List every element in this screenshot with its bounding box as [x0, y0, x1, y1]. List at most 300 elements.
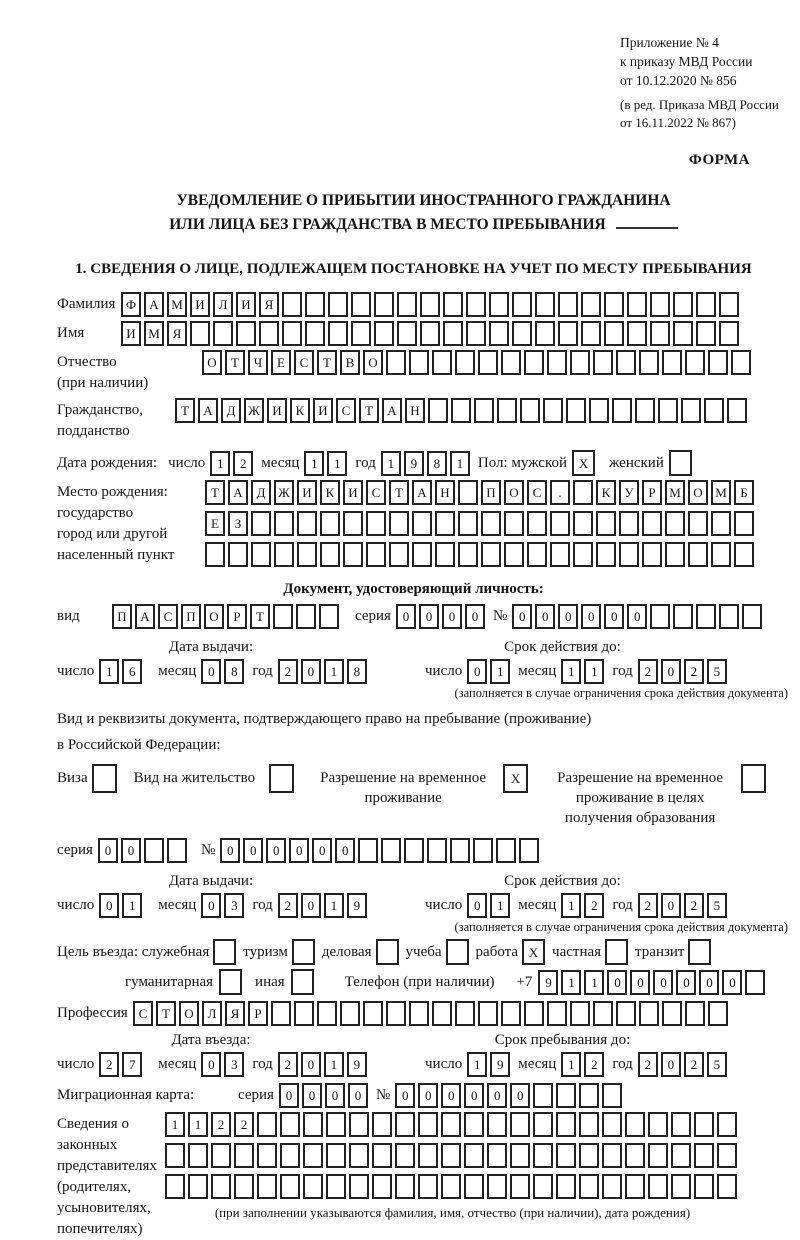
char-box[interactable]	[625, 1112, 645, 1137]
char-box[interactable]: Л	[213, 292, 233, 317]
char-box[interactable]	[271, 1001, 291, 1026]
char-box[interactable]: Ч	[248, 350, 268, 375]
char-box[interactable]	[627, 292, 647, 317]
char-box[interactable]: Ж	[274, 480, 294, 505]
char-box[interactable]	[596, 511, 616, 536]
char-box[interactable]	[282, 292, 302, 317]
char-box[interactable]: 9	[347, 893, 367, 918]
char-box[interactable]	[366, 542, 386, 567]
checkbox[interactable]	[669, 450, 692, 476]
char-box[interactable]: 0	[335, 838, 355, 863]
char-box[interactable]: Р	[248, 1001, 268, 1026]
char-box[interactable]: 1	[584, 659, 604, 684]
char-box[interactable]	[604, 321, 624, 346]
char-box[interactable]: В	[340, 350, 360, 375]
char-box[interactable]: 0	[243, 838, 263, 863]
char-box[interactable]: 0	[201, 1052, 221, 1077]
checkbox[interactable]	[219, 969, 242, 995]
char-box[interactable]: 0	[535, 604, 555, 629]
char-box[interactable]	[501, 1001, 521, 1026]
char-box[interactable]: 1	[122, 893, 142, 918]
char-box[interactable]	[602, 1083, 622, 1108]
char-box[interactable]	[527, 511, 547, 536]
char-box[interactable]	[326, 1143, 346, 1168]
checkbox[interactable]	[741, 764, 766, 793]
char-box[interactable]	[619, 542, 639, 567]
char-box[interactable]: 2	[211, 1112, 231, 1137]
char-box[interactable]	[627, 321, 647, 346]
char-box[interactable]	[612, 398, 632, 423]
char-box[interactable]: 2	[684, 659, 704, 684]
checkbox[interactable]: X	[503, 764, 528, 793]
char-box[interactable]: 0	[581, 604, 601, 629]
char-box[interactable]	[673, 604, 693, 629]
char-box[interactable]	[478, 350, 498, 375]
char-box[interactable]	[512, 321, 532, 346]
char-box[interactable]	[504, 542, 524, 567]
char-box[interactable]	[665, 511, 685, 536]
char-box[interactable]	[570, 1001, 590, 1026]
char-box[interactable]	[681, 398, 701, 423]
checkbox[interactable]	[213, 939, 236, 965]
char-box[interactable]: 0	[627, 604, 647, 629]
char-box[interactable]: 2	[278, 1052, 298, 1077]
char-box[interactable]	[412, 511, 432, 536]
char-box[interactable]: Н	[435, 480, 455, 505]
char-box[interactable]: А	[412, 480, 432, 505]
char-box[interactable]: 0	[201, 893, 221, 918]
char-box[interactable]: 0	[302, 1083, 322, 1108]
char-box[interactable]: 1	[165, 1112, 185, 1137]
char-box[interactable]: И	[236, 292, 256, 317]
char-box[interactable]: 0	[98, 838, 118, 863]
char-box[interactable]	[257, 1174, 277, 1199]
char-box[interactable]	[366, 511, 386, 536]
char-box[interactable]: К	[290, 398, 310, 423]
checkbox[interactable]	[376, 939, 399, 965]
char-box[interactable]	[550, 542, 570, 567]
char-box[interactable]: 2	[278, 659, 298, 684]
char-box[interactable]	[504, 511, 524, 536]
checkbox[interactable]	[292, 939, 315, 965]
char-box[interactable]: К	[596, 480, 616, 505]
char-box[interactable]: Я	[259, 292, 279, 317]
char-box[interactable]	[326, 1112, 346, 1137]
char-box[interactable]	[573, 511, 593, 536]
char-box[interactable]	[510, 1143, 530, 1168]
char-box[interactable]: О	[363, 350, 383, 375]
char-box[interactable]	[257, 1112, 277, 1137]
char-box[interactable]	[639, 1001, 659, 1026]
char-box[interactable]	[450, 838, 470, 863]
char-box[interactable]: 1	[304, 451, 324, 476]
char-box[interactable]	[351, 292, 371, 317]
char-box[interactable]	[412, 542, 432, 567]
checkbox[interactable]: X	[572, 450, 595, 476]
checkbox[interactable]	[688, 939, 711, 965]
char-box[interactable]	[441, 1112, 461, 1137]
char-box[interactable]: 0	[301, 1052, 321, 1077]
char-box[interactable]	[464, 1143, 484, 1168]
char-box[interactable]: 0	[301, 659, 321, 684]
char-box[interactable]	[639, 350, 659, 375]
char-box[interactable]: 0	[201, 659, 221, 684]
char-box[interactable]	[351, 321, 371, 346]
char-box[interactable]: А	[144, 292, 164, 317]
char-box[interactable]: 2	[584, 893, 604, 918]
char-box[interactable]	[144, 838, 164, 863]
char-box[interactable]: 6	[122, 659, 142, 684]
char-box[interactable]: О	[688, 480, 708, 505]
char-box[interactable]	[349, 1112, 369, 1137]
char-box[interactable]	[673, 321, 693, 346]
char-box[interactable]: Т	[359, 398, 379, 423]
char-box[interactable]: 0	[279, 1083, 299, 1108]
char-box[interactable]: 0	[418, 1083, 438, 1108]
checkbox[interactable]	[605, 939, 628, 965]
char-box[interactable]	[481, 511, 501, 536]
char-box[interactable]: 0	[289, 838, 309, 863]
char-box[interactable]: 2	[234, 1112, 254, 1137]
char-box[interactable]	[696, 321, 716, 346]
char-box[interactable]	[579, 1174, 599, 1199]
char-box[interactable]	[474, 398, 494, 423]
char-box[interactable]	[328, 292, 348, 317]
char-box[interactable]	[466, 292, 486, 317]
char-box[interactable]	[205, 542, 225, 567]
char-box[interactable]: 0	[607, 970, 627, 995]
char-box[interactable]	[319, 604, 339, 629]
char-box[interactable]: И	[343, 480, 363, 505]
char-box[interactable]	[533, 1112, 553, 1137]
char-box[interactable]	[616, 1001, 636, 1026]
checkbox[interactable]	[291, 969, 314, 995]
char-box[interactable]: С	[366, 480, 386, 505]
char-box[interactable]	[650, 604, 670, 629]
char-box[interactable]: 0	[348, 1083, 368, 1108]
char-box[interactable]: Д	[221, 398, 241, 423]
char-box[interactable]	[696, 604, 716, 629]
char-box[interactable]	[389, 542, 409, 567]
char-box[interactable]	[734, 542, 754, 567]
char-box[interactable]: 0	[220, 838, 240, 863]
char-box[interactable]	[372, 1174, 392, 1199]
char-box[interactable]	[558, 292, 578, 317]
char-box[interactable]	[708, 1001, 728, 1026]
char-box[interactable]	[550, 511, 570, 536]
char-box[interactable]	[602, 1143, 622, 1168]
char-box[interactable]: 0	[512, 604, 532, 629]
char-box[interactable]	[320, 542, 340, 567]
char-box[interactable]	[556, 1083, 576, 1108]
char-box[interactable]	[251, 542, 271, 567]
char-box[interactable]	[665, 542, 685, 567]
char-box[interactable]: 9	[538, 970, 558, 995]
char-box[interactable]: П	[112, 604, 132, 629]
char-box[interactable]: А	[228, 480, 248, 505]
char-box[interactable]	[719, 604, 739, 629]
char-box[interactable]	[543, 398, 563, 423]
char-box[interactable]: 0	[121, 838, 141, 863]
char-box[interactable]	[570, 350, 590, 375]
checkbox[interactable]: X	[522, 939, 545, 965]
char-box[interactable]	[673, 292, 693, 317]
char-box[interactable]: 2	[638, 1052, 658, 1077]
char-box[interactable]	[481, 542, 501, 567]
char-box[interactable]	[372, 1112, 392, 1137]
char-box[interactable]: 0	[442, 604, 462, 629]
char-box[interactable]	[458, 542, 478, 567]
char-box[interactable]: 0	[467, 659, 487, 684]
char-box[interactable]	[527, 542, 547, 567]
char-box[interactable]	[320, 511, 340, 536]
char-box[interactable]: 0	[510, 1083, 530, 1108]
char-box[interactable]: .	[550, 480, 570, 505]
char-box[interactable]	[533, 1143, 553, 1168]
char-box[interactable]: 0	[699, 970, 719, 995]
char-box[interactable]	[742, 604, 762, 629]
char-box[interactable]	[305, 321, 325, 346]
char-box[interactable]: А	[198, 398, 218, 423]
char-box[interactable]	[165, 1174, 185, 1199]
char-box[interactable]	[432, 350, 452, 375]
char-box[interactable]: И	[190, 292, 210, 317]
char-box[interactable]	[533, 1083, 553, 1108]
checkbox[interactable]	[269, 764, 294, 793]
char-box[interactable]: Т	[317, 350, 337, 375]
char-box[interactable]	[473, 838, 493, 863]
char-box[interactable]: 9	[490, 1052, 510, 1077]
char-box[interactable]	[443, 292, 463, 317]
char-box[interactable]: 1	[210, 451, 230, 476]
char-box[interactable]: 2	[278, 893, 298, 918]
char-box[interactable]: Т	[250, 604, 270, 629]
char-box[interactable]	[619, 511, 639, 536]
char-box[interactable]	[274, 511, 294, 536]
char-box[interactable]	[496, 838, 516, 863]
char-box[interactable]: 2	[638, 893, 658, 918]
char-box[interactable]	[533, 1174, 553, 1199]
char-box[interactable]: 1	[561, 1052, 581, 1077]
char-box[interactable]	[547, 1001, 567, 1026]
char-box[interactable]	[211, 1143, 231, 1168]
char-box[interactable]	[616, 350, 636, 375]
char-box[interactable]	[363, 1001, 383, 1026]
char-box[interactable]	[190, 321, 210, 346]
char-box[interactable]	[650, 292, 670, 317]
char-box[interactable]	[374, 292, 394, 317]
char-box[interactable]	[581, 321, 601, 346]
char-box[interactable]: 2	[638, 659, 658, 684]
char-box[interactable]	[717, 1112, 737, 1137]
char-box[interactable]: Е	[271, 350, 291, 375]
char-box[interactable]	[236, 321, 256, 346]
char-box[interactable]	[648, 1174, 668, 1199]
char-box[interactable]	[478, 1001, 498, 1026]
char-box[interactable]: 1	[490, 659, 510, 684]
char-box[interactable]	[418, 1112, 438, 1137]
char-box[interactable]	[635, 398, 655, 423]
char-box[interactable]: М	[144, 321, 164, 346]
char-box[interactable]: 1	[584, 970, 604, 995]
char-box[interactable]	[602, 1112, 622, 1137]
char-box[interactable]	[556, 1112, 576, 1137]
char-box[interactable]	[579, 1112, 599, 1137]
char-box[interactable]	[589, 398, 609, 423]
char-box[interactable]	[731, 350, 751, 375]
char-box[interactable]	[343, 511, 363, 536]
char-box[interactable]: 2	[684, 1052, 704, 1077]
char-box[interactable]: 8	[427, 451, 447, 476]
char-box[interactable]	[512, 292, 532, 317]
char-box[interactable]	[497, 398, 517, 423]
char-box[interactable]	[694, 1174, 714, 1199]
char-box[interactable]	[381, 838, 401, 863]
char-box[interactable]	[458, 480, 478, 505]
char-box[interactable]: 1	[561, 970, 581, 995]
char-box[interactable]: З	[228, 511, 248, 536]
char-box[interactable]	[711, 542, 731, 567]
char-box[interactable]	[719, 321, 739, 346]
char-box[interactable]	[340, 1001, 360, 1026]
char-box[interactable]	[213, 321, 233, 346]
char-box[interactable]	[282, 321, 302, 346]
char-box[interactable]	[708, 350, 728, 375]
char-box[interactable]	[165, 1143, 185, 1168]
char-box[interactable]	[395, 1112, 415, 1137]
char-box[interactable]: 1	[99, 659, 119, 684]
char-box[interactable]	[349, 1174, 369, 1199]
char-box[interactable]	[257, 1143, 277, 1168]
char-box[interactable]	[573, 480, 593, 505]
char-box[interactable]: 0	[722, 970, 742, 995]
char-box[interactable]	[328, 321, 348, 346]
char-box[interactable]	[685, 1001, 705, 1026]
char-box[interactable]: 0	[464, 1083, 484, 1108]
char-box[interactable]	[510, 1112, 530, 1137]
char-box[interactable]: Д	[251, 480, 271, 505]
char-box[interactable]	[625, 1174, 645, 1199]
char-box[interactable]	[487, 1112, 507, 1137]
char-box[interactable]: 0	[419, 604, 439, 629]
char-box[interactable]	[451, 398, 471, 423]
char-box[interactable]: Е	[205, 511, 225, 536]
char-box[interactable]: 1	[324, 1052, 344, 1077]
char-box[interactable]	[427, 838, 447, 863]
char-box[interactable]	[409, 1001, 429, 1026]
char-box[interactable]: Т	[175, 398, 195, 423]
char-box[interactable]	[420, 321, 440, 346]
char-box[interactable]: 0	[630, 970, 650, 995]
char-box[interactable]: 3	[224, 893, 244, 918]
char-box[interactable]: 9	[347, 1052, 367, 1077]
char-box[interactable]: 1	[327, 451, 347, 476]
char-box[interactable]	[688, 511, 708, 536]
char-box[interactable]	[188, 1143, 208, 1168]
char-box[interactable]: 2	[99, 1052, 119, 1077]
char-box[interactable]	[167, 838, 187, 863]
char-box[interactable]	[280, 1112, 300, 1137]
char-box[interactable]: 3	[224, 1052, 244, 1077]
char-box[interactable]	[593, 1001, 613, 1026]
char-box[interactable]: 2	[233, 451, 253, 476]
char-box[interactable]: С	[527, 480, 547, 505]
char-box[interactable]: О	[202, 350, 222, 375]
char-box[interactable]	[458, 511, 478, 536]
checkbox[interactable]	[446, 939, 469, 965]
char-box[interactable]	[303, 1112, 323, 1137]
char-box[interactable]	[642, 542, 662, 567]
char-box[interactable]	[326, 1174, 346, 1199]
char-box[interactable]	[579, 1143, 599, 1168]
char-box[interactable]	[464, 1112, 484, 1137]
char-box[interactable]	[251, 511, 271, 536]
char-box[interactable]	[745, 970, 765, 995]
char-box[interactable]	[717, 1174, 737, 1199]
char-box[interactable]: Ф	[121, 292, 141, 317]
char-box[interactable]: С	[294, 350, 314, 375]
char-box[interactable]: 7	[122, 1052, 142, 1077]
checkbox[interactable]	[92, 764, 117, 793]
char-box[interactable]: М	[665, 480, 685, 505]
char-box[interactable]: 5	[707, 1052, 727, 1077]
char-box[interactable]	[604, 292, 624, 317]
char-box[interactable]: 1	[324, 659, 344, 684]
char-box[interactable]	[303, 1174, 323, 1199]
char-box[interactable]: 0	[441, 1083, 461, 1108]
char-box[interactable]	[317, 1001, 337, 1026]
char-box[interactable]	[685, 350, 705, 375]
char-box[interactable]	[501, 350, 521, 375]
char-box[interactable]	[520, 398, 540, 423]
char-box[interactable]	[711, 511, 731, 536]
char-box[interactable]	[280, 1143, 300, 1168]
char-box[interactable]	[466, 321, 486, 346]
char-box[interactable]: 0	[99, 893, 119, 918]
char-box[interactable]	[558, 321, 578, 346]
char-box[interactable]	[274, 542, 294, 567]
char-box[interactable]	[487, 1143, 507, 1168]
char-box[interactable]: 0	[487, 1083, 507, 1108]
char-box[interactable]	[524, 1001, 544, 1026]
char-box[interactable]: 0	[676, 970, 696, 995]
char-box[interactable]	[305, 292, 325, 317]
char-box[interactable]: Т	[225, 350, 245, 375]
char-box[interactable]	[441, 1174, 461, 1199]
char-box[interactable]: И	[313, 398, 333, 423]
char-box[interactable]: Л	[202, 1001, 222, 1026]
char-box[interactable]	[519, 838, 539, 863]
char-box[interactable]: 2	[584, 1052, 604, 1077]
char-box[interactable]: С	[336, 398, 356, 423]
char-box[interactable]	[297, 542, 317, 567]
char-box[interactable]	[386, 350, 406, 375]
char-box[interactable]: 1	[561, 659, 581, 684]
char-box[interactable]	[573, 542, 593, 567]
char-box[interactable]: Р	[227, 604, 247, 629]
char-box[interactable]	[435, 542, 455, 567]
char-box[interactable]: С	[133, 1001, 153, 1026]
char-box[interactable]: 9	[404, 451, 424, 476]
char-box[interactable]	[688, 542, 708, 567]
char-box[interactable]	[297, 511, 317, 536]
char-box[interactable]	[372, 1143, 392, 1168]
char-box[interactable]	[487, 1174, 507, 1199]
char-box[interactable]	[280, 1174, 300, 1199]
char-box[interactable]: Б	[734, 480, 754, 505]
char-box[interactable]	[418, 1174, 438, 1199]
char-box[interactable]	[409, 350, 429, 375]
